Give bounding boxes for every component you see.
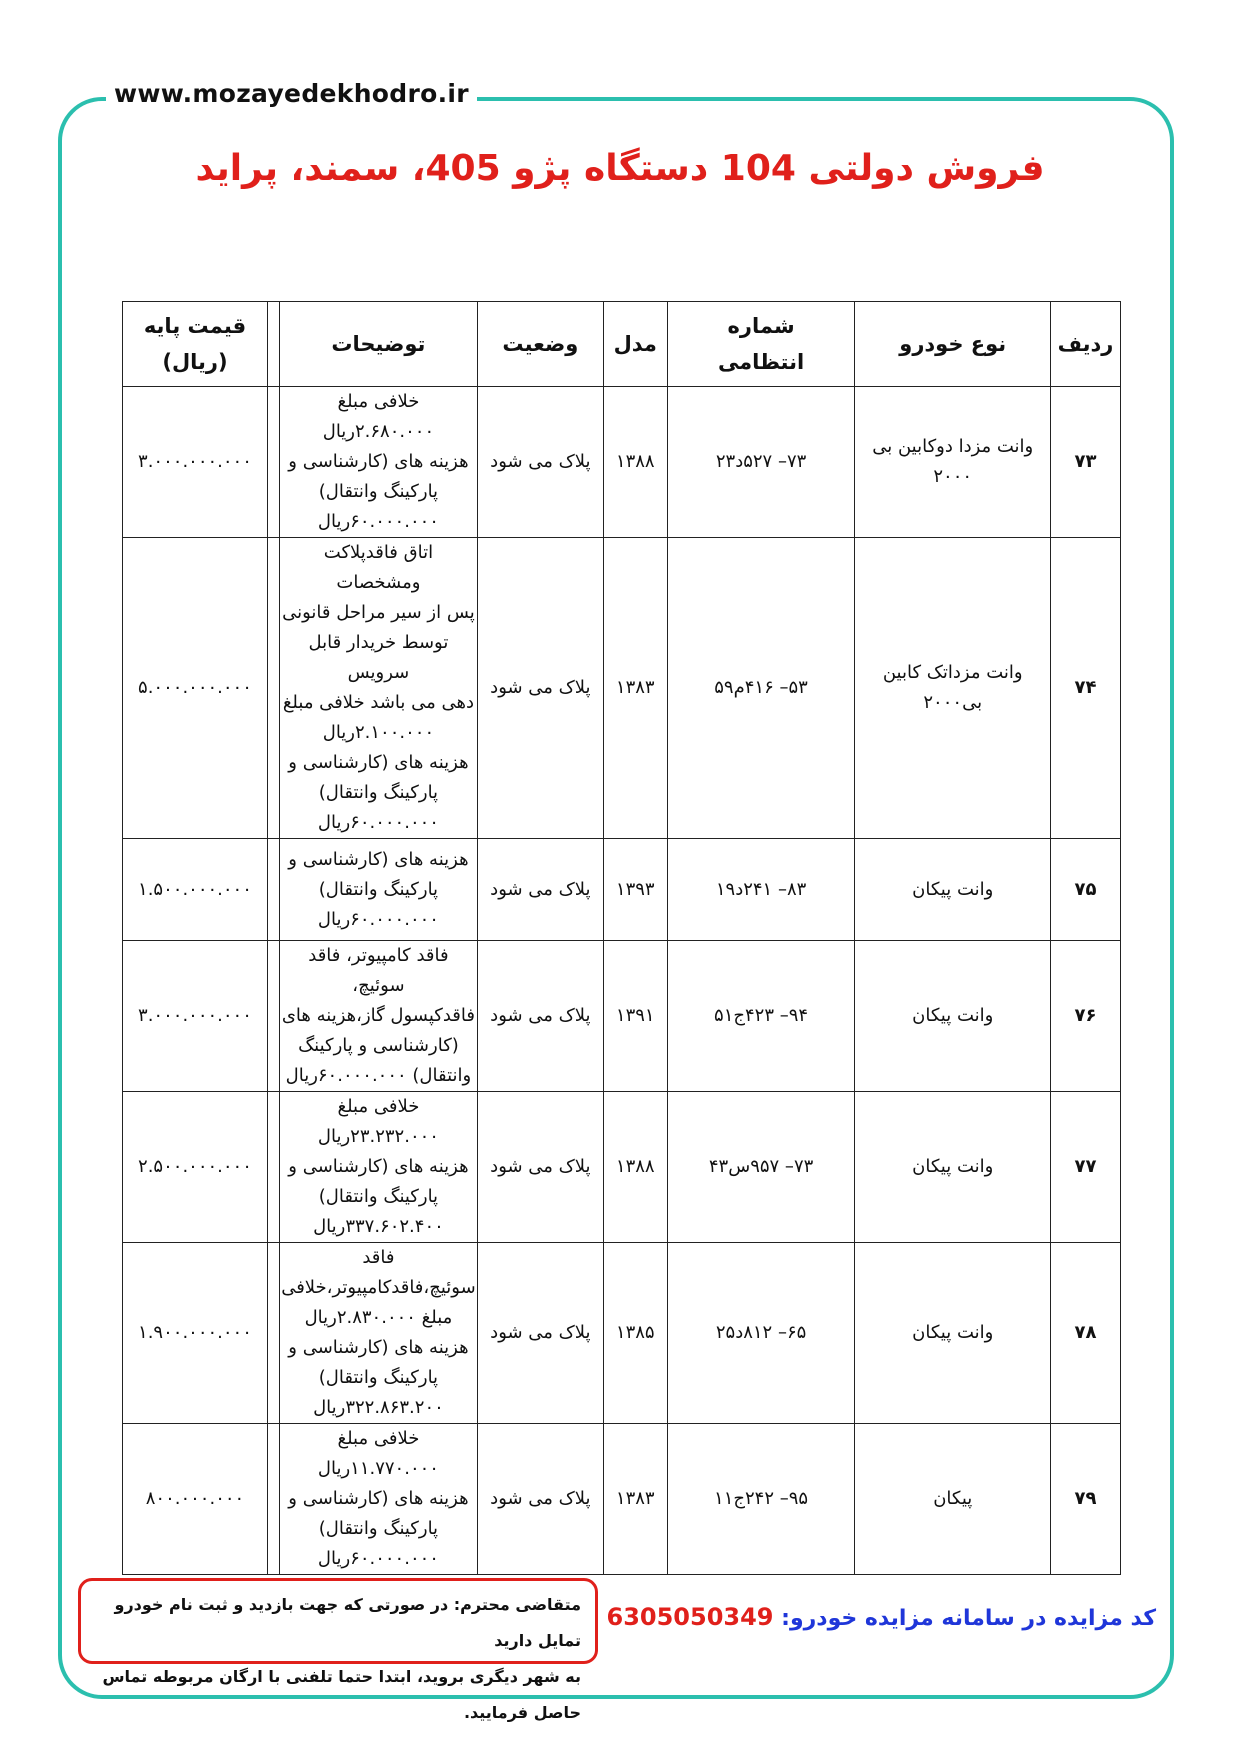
description-line: ۱۱.۷۷۰.۰۰۰ریال [317,1458,439,1479]
description-line: ۶۰.۰۰۰.۰۰۰ریال [317,511,439,532]
cell-row-number: ۷۵ [1051,839,1121,941]
header-serial-line1: شماره [727,314,795,338]
page-title: فروش دولتی 104 دستگاه پژو 405، سمند، پراید [195,148,1045,189]
table-row [123,1243,1121,1424]
header-serial [667,302,855,387]
description-line: سوئیچ،فاقدکامپیوتر،خلافی [281,1277,476,1298]
vehicle-line: ۲۰۰۰ [933,466,973,487]
vehicle-line: وانت پیکان [912,1005,994,1026]
cell-row-number: ۷۷ [1051,1092,1121,1243]
header-serial-line2: انتظامی [717,350,805,374]
cell-serial: ۷۳– ۵۲۷د۲۳ [667,387,855,538]
cell-model: ۱۳۸۳ [603,1424,667,1575]
header-price-line2: (ریال) [162,350,228,374]
description-line: پارکینگ وانتقال) [318,1186,439,1207]
cell-vehicle [855,538,1051,839]
cell-status: پلاک می شود [477,1424,603,1575]
cell-serial: ۹۵– ۲۴۲ج۱۱ [667,1424,855,1575]
vehicle-line: پیکان [933,1488,973,1509]
cell-spacer [267,1243,279,1424]
description-line: ۳۲۲.۸۶۳.۲۰۰ریال [313,1397,444,1418]
cell-model: ۱۳۹۱ [603,941,667,1092]
notice-box [78,1578,598,1722]
vehicle-line: وانت پیکان [912,1322,994,1343]
description-line: هزینه های (کارشناسی و [288,1156,469,1177]
vehicle-line: وانت پیکان [912,1156,994,1177]
description-line: ۶۰.۰۰۰.۰۰۰ریال [317,908,439,930]
cell-spacer [267,941,279,1092]
table-row [123,839,1121,941]
header-price-line1: قیمت پایه [143,314,247,338]
description-line: فاقد کامپیوتر، فاقد سوئیچ، [308,945,449,996]
description-line: خلافی مبلغ ۲.۶۸۰.۰۰۰ریال [322,391,435,442]
cell-description [279,839,477,941]
cell-vehicle [855,1243,1051,1424]
description-line: هزینه های (کارشناسی و [288,451,469,472]
description-line: اتاق فاقدپلاکت ومشخصات [323,542,434,593]
cell-serial: ۵۳– ۴۱۶م۵۹ [667,538,855,839]
description-line: دهی می باشد خلافی مبلغ [282,692,474,713]
header-model: مدل [603,302,667,387]
cell-row-number: ۷۳ [1051,387,1121,538]
vehicle-line: وانت مزدا دوکابین بی [872,436,1034,457]
cell-model: ۱۳۸۸ [603,387,667,538]
cell-model: ۱۳۹۳ [603,839,667,941]
cell-vehicle [855,1424,1051,1575]
header-vehicle: نوع خودرو [855,302,1051,387]
cell-base-price: ۸۰۰.۰۰۰.۰۰۰ [123,1424,268,1575]
description-line: ۳۳۷.۶۰۲.۴۰۰ریال [313,1216,444,1237]
table-header-row [123,302,1121,387]
description-line: فاقدکپسول گاز،هزینه های [281,1005,476,1026]
description-line: توسط خریدار قابل سرویس [308,632,449,683]
vehicle-table [122,301,1121,1575]
cell-serial: ۷۳– ۹۵۷س۴۳ [667,1092,855,1243]
cell-status: پلاک می شود [477,1092,603,1243]
cell-row-number: ۷۹ [1051,1424,1121,1575]
cell-description [279,1243,477,1424]
description-line: مبلغ ۲.۸۳۰.۰۰۰ریال [304,1307,453,1328]
table-row [123,1424,1121,1575]
description-line: پارکینگ وانتقال) [318,782,439,803]
cell-description [279,387,477,538]
cell-vehicle [855,1092,1051,1243]
description-line: ۶۰.۰۰۰.۰۰۰ریال [317,812,439,833]
cell-row-number: ۷۴ [1051,538,1121,839]
cell-base-price: ۲.۵۰۰.۰۰۰.۰۰۰ [123,1092,268,1243]
table-row [123,1092,1121,1243]
notice-line-1: متقاضی محترم: در صورتی که جهت بازدید و ثبت نام خودرو تمایل دارید [114,1595,581,1650]
cell-serial: ۶۵– ۸۱۲د۲۵ [667,1243,855,1424]
description-line: هزینه های (کارشناسی و [288,1488,469,1509]
description-line: هزینه های (کارشناسی و [288,752,469,773]
cell-row-number: ۷۸ [1051,1243,1121,1424]
cell-spacer [267,387,279,538]
table-row [123,538,1121,839]
cell-base-price: ۵.۰۰۰.۰۰۰.۰۰۰ [123,538,268,839]
cell-base-price: ۳.۰۰۰.۰۰۰.۰۰۰ [123,941,268,1092]
header-status: وضعیت [477,302,603,387]
header-row-number: ردیف [1051,302,1121,387]
cell-model: ۱۳۸۳ [603,538,667,839]
cell-spacer [267,538,279,839]
auction-code-line [607,1603,1157,1631]
description-line: فاقد [362,1247,395,1268]
auction-code: 6305050349 [606,1603,774,1631]
description-line: پارکینگ وانتقال) [318,1518,439,1539]
cell-vehicle [855,387,1051,538]
cell-description [279,1092,477,1243]
cell-serial: ۸۳– ۲۴۱د۱۹ [667,839,855,941]
notice-line-2: به شهر دیگری بروید، ابتدا حتما تلفنی با ارگان مربوطه تماس حاصل فرمایید. [102,1667,581,1722]
cell-description [279,538,477,839]
cell-model: ۱۳۸۵ [603,1243,667,1424]
description-line: (کارشناسی و پارکینگ [298,1035,459,1056]
description-line: پارکینگ وانتقال) [318,481,439,502]
header-spacer [267,302,279,387]
cell-vehicle [855,941,1051,1092]
table-row [123,941,1121,1092]
cell-row-number: ۷۶ [1051,941,1121,1092]
cell-description [279,1424,477,1575]
cell-base-price: ۱.۵۰۰.۰۰۰.۰۰۰ [123,839,268,941]
description-line: خلافی مبلغ [337,1428,420,1449]
cell-serial: ۹۴– ۴۲۳ج۵۱ [667,941,855,1092]
header-desc: توضیحات [279,302,477,387]
description-line: وانتقال) ۶۰.۰۰۰.۰۰۰ریال [285,1065,472,1086]
cell-description [279,941,477,1092]
cell-spacer [267,839,279,941]
description-line: ۲.۱۰۰.۰۰۰ریال [322,722,435,743]
cell-model: ۱۳۸۸ [603,1092,667,1243]
cell-spacer [267,1424,279,1575]
cell-base-price: ۳.۰۰۰.۰۰۰.۰۰۰ [123,387,268,538]
cell-spacer [267,1092,279,1243]
site-url: www.mozayedekhodro.ir [106,79,477,109]
cell-vehicle [855,839,1051,941]
vehicle-line: بی۲۰۰۰ [923,692,983,713]
header-price [123,302,268,387]
cell-status: پلاک می شود [477,387,603,538]
description-line: هزینه های (کارشناسی و [288,1337,469,1358]
description-line: پارکینگ وانتقال) [318,1367,439,1388]
cell-status: پلاک می شود [477,941,603,1092]
description-line: پس از سیر مراحل قانونی [282,602,475,623]
description-line: خلافی مبلغ ۲۳.۲۳۲.۰۰۰ریال [317,1096,439,1147]
auction-code-label: کد مزایده در سامانه مزایده خودرو: [781,1606,1156,1631]
cell-status: پلاک می شود [477,1243,603,1424]
description-line: ۶۰.۰۰۰.۰۰۰ریال [317,1548,439,1569]
vehicle-line: وانت پیکان [912,878,994,900]
vehicle-line: وانت مزداتک کابین [882,662,1023,683]
cell-status: پلاک می شود [477,839,603,941]
description-line: پارکینگ وانتقال) [318,878,439,900]
table-row [123,387,1121,538]
description-line: هزینه های (کارشناسی و [288,848,469,870]
cell-status: پلاک می شود [477,538,603,839]
cell-base-price: ۱.۹۰۰.۰۰۰.۰۰۰ [123,1243,268,1424]
